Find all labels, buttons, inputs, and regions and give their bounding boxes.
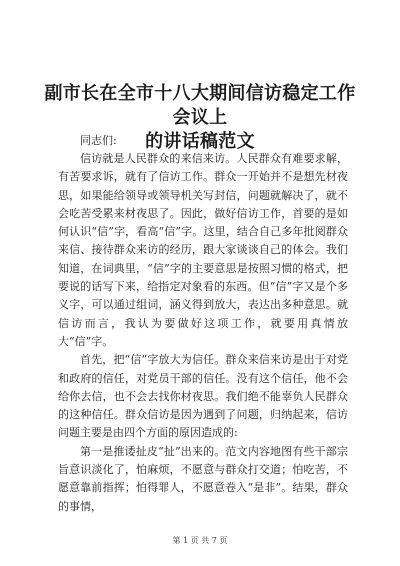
document-body <box>58 132 348 516</box>
paragraph-1: 信访就是人民群众的来信来访。人民群众有难要求解，有苦要求诉，就有了信访工作。群众一开始并不是想先材夜思，如果能给领导或领导机关写封信，问题就解决了，就不会吃苦受累来材夜思了。因此，做好信访工作，首要的是如何认识“信”字，看高“信”字。这里，结合自己多年批阅群众来信、接待群众来访的经历，跟大家谈谈自己的体会。我们知道，在词典里，“信”字的主要意思是按照习惯的格式，把要说的话写下来，给指定对象看的东西。但“信”字又是个多义字，可以通过组词，涵义得到放大，表达出多种意思。就信访而言，我认为要做好这项工作，就要用真情放大“信”字。 <box>58 152 348 348</box>
greeting: 同志们: <box>80 134 117 147</box>
page-footer: 第 1 页 共 7 页 <box>172 536 228 545</box>
title-line-1: 副市长在全市十八大期间信访稳定工作会议上 <box>44 83 356 128</box>
paragraph-3: 第一是推诿扯皮“扯”出来的。范文内容地图有些干部宗旨意识淡化了，怕麻烦，不愿意与群众打交道；怕吃苦，不愿意靠前指挥；怕得罪人，不愿意卷入“是非”。结果，群众的事情， <box>58 444 348 513</box>
paragraph-2: 首先，把“信”字放大为信任。群众来信来访是出于对党和政府的信任，对党员干部的信任。没有这个信任，他不会给你去信，也不会去找你材夜思。我们绝不能辜负人民群众的这种信任。群众信访是因为遇到了问题，归纳起来，信访问题主要是由四个方面的原因造成的: <box>58 353 348 440</box>
title-line-2: 的讲话稿范文 <box>145 131 255 152</box>
